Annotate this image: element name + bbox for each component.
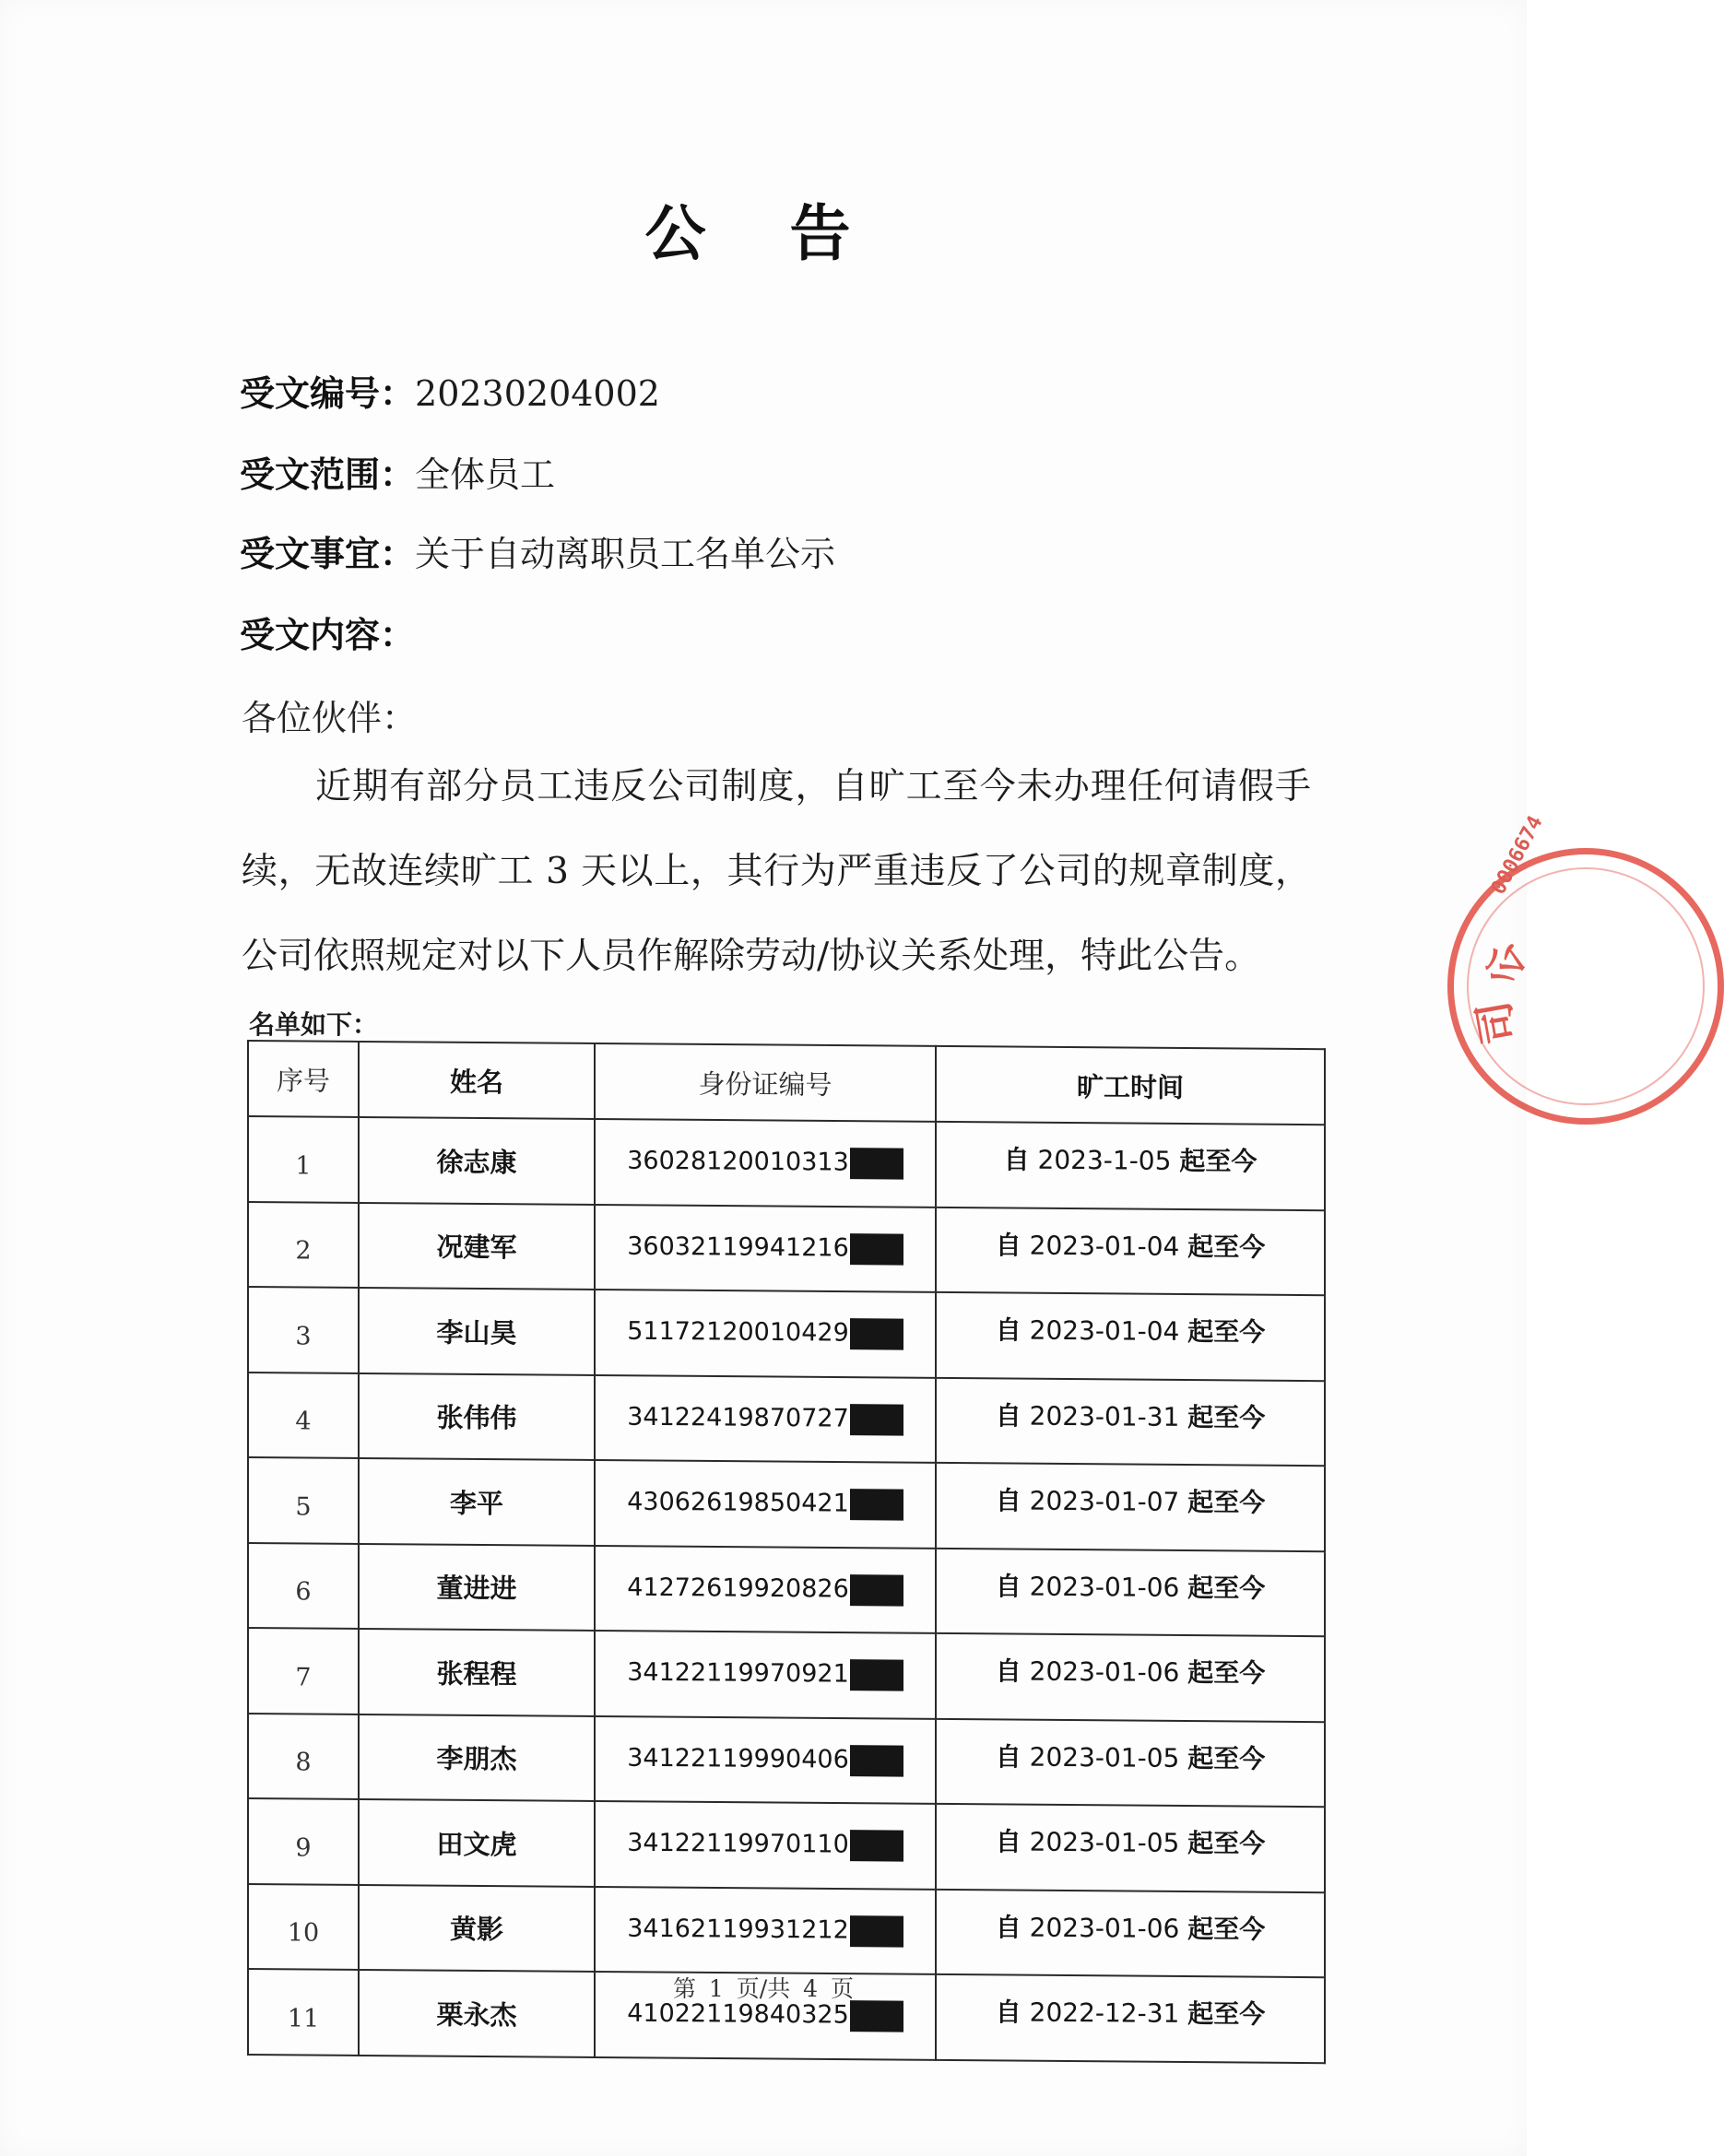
redaction-block — [850, 2000, 903, 2032]
absent-until: 起至今 — [1187, 1998, 1266, 2030]
table-row — [248, 1457, 1325, 1551]
row-id-visible: 34122419870727 — [627, 1402, 849, 1433]
row-id — [595, 1886, 936, 1973]
absent-date: 2023-1-05 — [1037, 1144, 1172, 1177]
redaction-block — [850, 1574, 903, 1606]
table-row — [248, 1798, 1325, 1892]
absent-date: 2022-12-31 — [1029, 1997, 1180, 2030]
redaction-block — [850, 1659, 903, 1691]
absent-from: 自 — [995, 1230, 1021, 1261]
absent-from: 自 — [1003, 1144, 1030, 1175]
header-absent: 旷工时间 — [936, 1046, 1325, 1125]
absent-date: 2023-01-06 — [1029, 1571, 1180, 1603]
absent-until: 起至今 — [1187, 1401, 1266, 1433]
row-id-visible: 36032119941216 — [627, 1231, 849, 1263]
absent-from: 自 — [995, 1655, 1021, 1687]
row-id-visible: 51172120010429 — [627, 1316, 849, 1348]
row-absent-time — [936, 1718, 1325, 1807]
row-absent-time — [936, 1377, 1325, 1466]
row-absent-time — [936, 1889, 1325, 1977]
absent-date: 2023-01-05 — [1029, 1826, 1180, 1859]
absent-until: 起至今 — [1187, 1572, 1266, 1604]
row-name: 徐志康 — [359, 1117, 595, 1205]
table-row — [248, 1202, 1325, 1296]
row-seq: 6 — [248, 1543, 359, 1629]
row-id-visible: 34122119970110 — [627, 1828, 849, 1859]
row-absent-time — [936, 1463, 1325, 1551]
row-id-visible: 41272619920826 — [627, 1573, 849, 1604]
page-title: 公 告 — [644, 198, 882, 269]
absent-until: 起至今 — [1187, 1487, 1266, 1518]
row-absent-time — [936, 1207, 1325, 1295]
row-name: 李平 — [359, 1458, 595, 1546]
doc-number-row — [240, 365, 660, 416]
seal-char: 司 — [1468, 997, 1525, 1048]
roster-table-wrap — [247, 1040, 1324, 2064]
absent-date: 2023-01-04 — [1029, 1230, 1180, 1262]
row-seq: 8 — [248, 1714, 359, 1799]
seal-char: 公 — [1475, 936, 1534, 992]
table-row — [248, 1287, 1325, 1381]
absent-until: 起至今 — [1179, 1146, 1258, 1177]
row-id-visible: 34122119970921 — [627, 1657, 849, 1689]
row-name: 董进进 — [359, 1543, 595, 1631]
absent-from: 自 — [995, 1314, 1021, 1346]
absent-date: 2023-01-05 — [1029, 1741, 1180, 1773]
row-seq: 1 — [248, 1116, 359, 1202]
page-footer: 第 1 页/共 4 页 — [672, 1975, 855, 2002]
body-paragraph: 近期有部分员工违反公司制度，自旷工至今未办理任何请假手续，无故连续旷工 3 天以上，其行为严重违反了公司的规章制度，公司依照规定对以下人员作解除劳动/协议关系处理，特此公告。 — [242, 766, 1311, 977]
list-caption: 名单如下： — [249, 1009, 379, 1040]
absent-from: 自 — [995, 1741, 1021, 1773]
row-absent-time — [936, 1804, 1325, 1892]
subject-label: 受文事宜： — [240, 534, 416, 574]
table-header-row — [248, 1041, 1325, 1125]
absent-until: 起至今 — [1187, 1231, 1266, 1263]
row-absent-time — [936, 1122, 1325, 1210]
row-name: 李朋杰 — [359, 1714, 595, 1801]
absent-from: 自 — [995, 1912, 1021, 1943]
row-name: 况建军 — [359, 1202, 595, 1290]
redaction-block — [850, 1318, 903, 1349]
absent-until: 起至今 — [1187, 1742, 1266, 1774]
absent-date: 2023-01-07 — [1029, 1485, 1180, 1518]
row-absent-time — [936, 1633, 1325, 1722]
row-id-visible: 43062619850421 — [627, 1487, 849, 1518]
absent-from: 自 — [995, 1400, 1021, 1431]
scope-label: 受文范围： — [240, 454, 416, 495]
content-row — [240, 607, 415, 657]
row-seq: 7 — [248, 1628, 359, 1714]
scope-value: 全体员工 — [415, 454, 556, 495]
redaction-block — [850, 1489, 903, 1520]
greeting: 各位伙伴： — [242, 698, 418, 738]
seal-digits: 0006674 — [1487, 812, 1548, 899]
row-absent-time — [936, 1548, 1325, 1636]
absent-date: 2023-01-06 — [1029, 1655, 1180, 1689]
row-name: 田文虎 — [359, 1799, 595, 1887]
subject-row — [240, 525, 835, 576]
redaction-block — [850, 1745, 903, 1776]
redaction-block — [850, 1233, 903, 1265]
absent-from: 自 — [995, 1826, 1021, 1857]
row-id — [595, 1715, 936, 1803]
row-id — [595, 1631, 936, 1718]
row-id — [595, 1204, 936, 1291]
redaction-block — [850, 1404, 903, 1435]
absent-date: 2023-01-31 — [1029, 1400, 1180, 1432]
row-id — [595, 1119, 936, 1207]
absent-from: 自 — [995, 1571, 1021, 1602]
row-name: 李山昊 — [359, 1288, 595, 1375]
row-id — [595, 1801, 936, 1889]
table-row — [248, 1373, 1325, 1467]
row-seq: 5 — [248, 1457, 359, 1543]
row-seq: 3 — [248, 1287, 359, 1373]
row-seq: 2 — [248, 1202, 359, 1288]
row-id — [595, 1290, 936, 1377]
row-name: 栗永杰 — [359, 1970, 595, 2057]
table-row — [248, 1884, 1325, 1978]
absent-until: 起至今 — [1187, 1657, 1266, 1689]
absent-until: 起至今 — [1187, 1913, 1266, 1945]
row-name: 张程程 — [359, 1629, 595, 1716]
row-id — [595, 1545, 936, 1632]
row-seq: 10 — [248, 1884, 359, 1970]
absent-from: 自 — [995, 1485, 1021, 1516]
doc-number-value: 20230204002 — [415, 373, 660, 414]
absent-until: 起至今 — [1187, 1828, 1266, 1859]
redaction-block — [850, 1915, 903, 1947]
row-id — [595, 1460, 936, 1548]
absent-date: 2023-01-06 — [1029, 1912, 1180, 1944]
row-id-visible: 41022119840325 — [627, 1998, 849, 2030]
table-row — [248, 1714, 1325, 1808]
roster-table — [247, 1040, 1326, 2064]
row-name: 张伟伟 — [359, 1373, 595, 1460]
table-row — [248, 1543, 1325, 1637]
row-id-visible: 36028120010313 — [627, 1146, 849, 1177]
row-seq: 9 — [248, 1798, 359, 1884]
header-name: 姓名 — [359, 1042, 595, 1119]
absent-until: 起至今 — [1187, 1316, 1266, 1348]
company-seal — [1447, 812, 1724, 1125]
redaction-block — [850, 1830, 903, 1861]
table-row — [248, 1116, 1325, 1210]
absent-date: 2023-01-04 — [1029, 1314, 1180, 1348]
table-row — [248, 1628, 1325, 1722]
row-seq: 4 — [248, 1373, 359, 1458]
doc-number-label: 受文编号： — [240, 373, 416, 414]
row-id-visible: 34162119931212 — [627, 1914, 849, 1945]
content-label: 受文内容： — [240, 615, 416, 655]
header-id: 身份证编号 — [595, 1043, 936, 1122]
subject-value: 关于自动离职员工名单公示 — [415, 534, 836, 574]
scope-row — [240, 446, 555, 497]
row-name: 黄影 — [359, 1884, 595, 1972]
row-seq: 11 — [248, 1969, 359, 2055]
header-seq: 序号 — [248, 1041, 359, 1117]
row-absent-time — [936, 1292, 1325, 1381]
row-id — [595, 1374, 936, 1462]
absent-from: 自 — [995, 1997, 1021, 2028]
row-id-visible: 34122119990406 — [627, 1743, 849, 1774]
redaction-block — [850, 1148, 903, 1179]
